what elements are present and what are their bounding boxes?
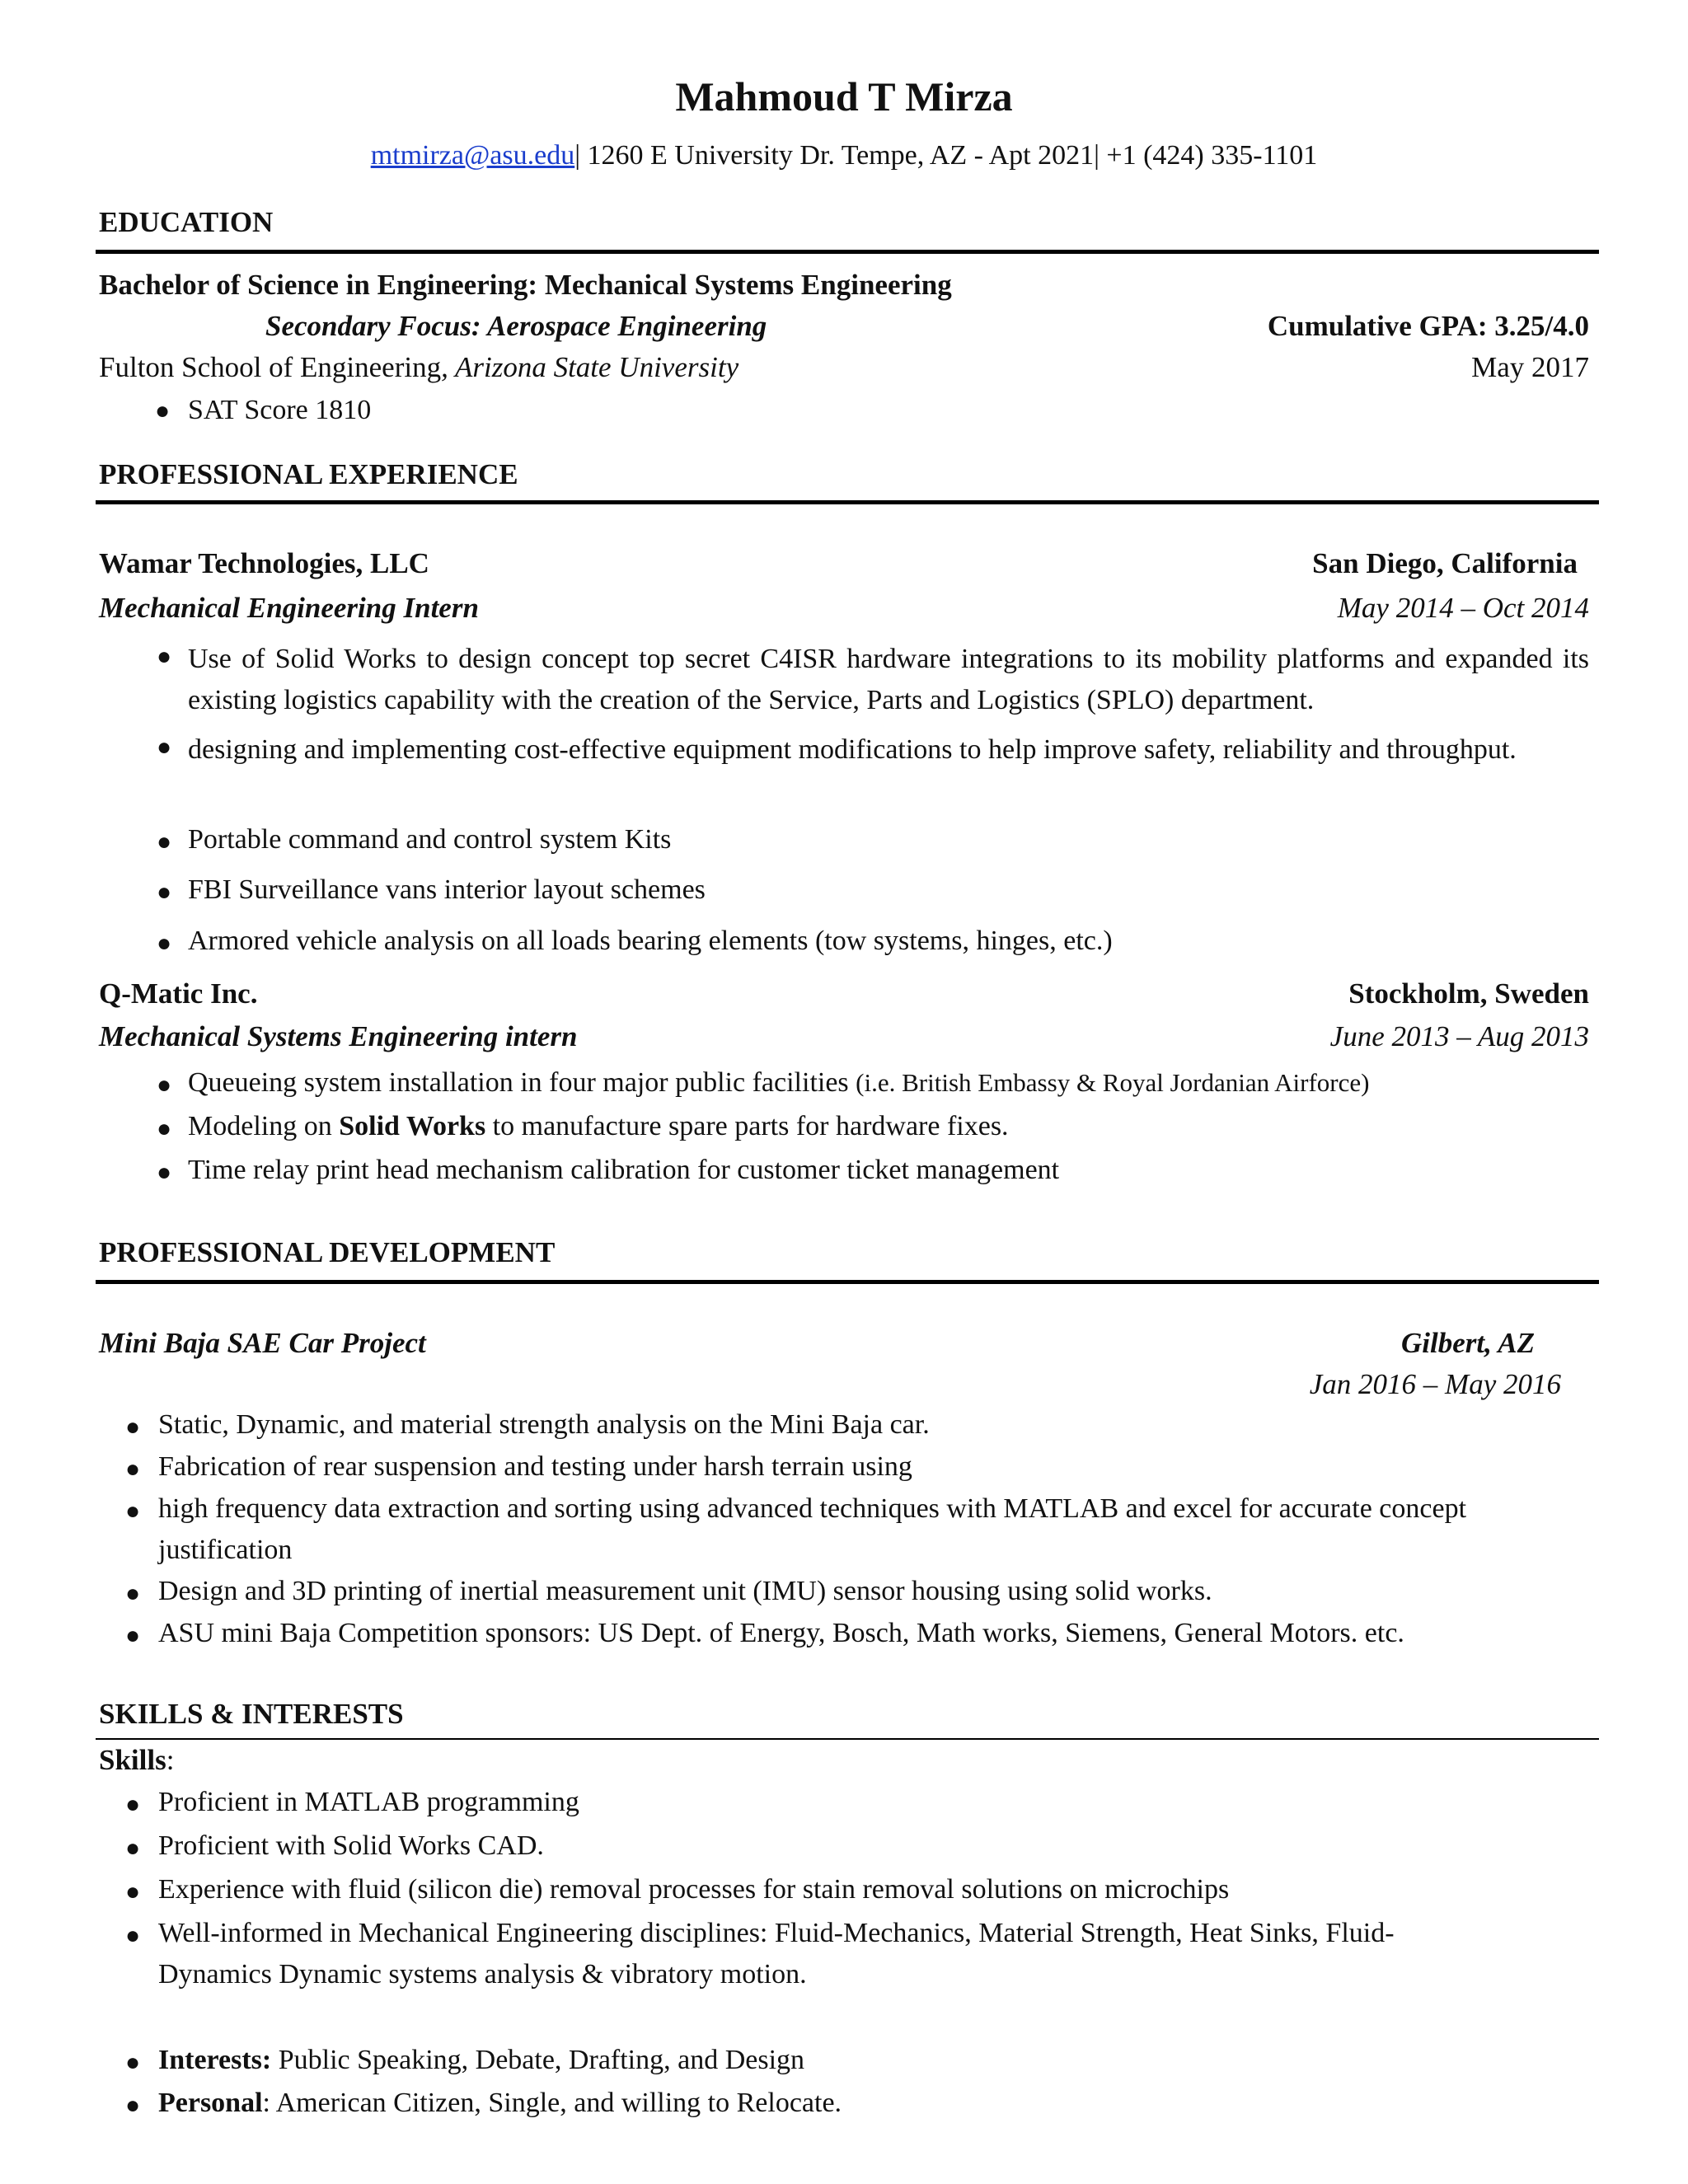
personal-line [158, 2088, 842, 2119]
job-title: Mechanical Engineering Intern [99, 592, 479, 624]
project-bullet-continued: justification [158, 1535, 293, 1565]
job-bullet: Portable command and control system Kits [188, 824, 672, 855]
skill-item: Experience with fluid (silicon die) removal processes for stain removal solutions on microchips [158, 1874, 1230, 1905]
job-bullet [188, 1067, 1369, 1099]
bullet-icon: ● [155, 397, 171, 424]
job-bullet: Use of Solid Works to design concept top secret C4ISR hardware integrations to its mobility platforms and expanded its existing logistics capability with the creation of the Service, Parts and Logistics (SPLO) department. [188, 644, 1589, 715]
bullet-icon: ● [125, 1580, 141, 1607]
degree-title: Bachelor of Science in Engineering: Mechanical Systems Engineering [99, 269, 952, 301]
university-name: , Arizona State University [441, 351, 739, 383]
job-bullet: FBI Surveillance vans interior layout schemes [188, 874, 706, 905]
job-bullet-text: to manufacture spare parts for hardware fixes. [485, 1111, 1009, 1141]
job-location: Stockholm, Sweden [1348, 977, 1589, 1010]
job-company: Q-Matic Inc. [99, 977, 258, 1010]
project-bullet: Design and 3D printing of inertial measurement unit (IMU) sensor housing using solid works. [158, 1576, 1212, 1606]
job-company: Wamar Technologies, LLC [99, 547, 429, 579]
job-bullet-bold: Solid Works [339, 1111, 486, 1141]
project-location: Gilbert, AZ [1400, 1327, 1535, 1359]
project-dates: Jan 2016 – May 2016 [1309, 1368, 1561, 1400]
secondary-focus: Secondary Focus: Aerospace Engineering [265, 310, 767, 342]
job-dates: May 2014 – Oct 2014 [1337, 592, 1589, 624]
skills-heading: SKILLS & INTERESTS [99, 1698, 404, 1730]
experience-heading: PROFESSIONAL EXPERIENCE [99, 458, 518, 490]
bullet-icon: ● [125, 1455, 141, 1483]
bullet-icon: ● [125, 2049, 141, 2076]
project-bullet: Fabrication of rear suspension and testing under harsh terrain using [158, 1451, 912, 1482]
skills-label-line [99, 1744, 174, 1777]
experience-rule [96, 500, 1599, 504]
school-name: Fulton School of Engineering [99, 351, 442, 383]
education-bullet: SAT Score 1810 [188, 395, 372, 425]
job-bullet: Time relay print head mechanism calibration for customer ticket management [188, 1155, 1060, 1185]
bullet-icon: ● [125, 1497, 141, 1525]
job-bullet-text: Queueing system installation in four major public facilities [188, 1067, 856, 1098]
skills-label: Skills [99, 1744, 166, 1776]
contact-line [0, 140, 1688, 171]
project-bullet: ASU mini Baja Competition sponsors: US Dept. of Energy, Bosch, Math works, Siemens, General Motors. etc. [158, 1618, 1404, 1648]
bullet-icon: ● [125, 1413, 141, 1441]
gpa: Cumulative GPA: 3.25/4.0 [1267, 310, 1589, 342]
email-link[interactable]: mtmirza@asu.edu [370, 140, 575, 171]
bullet-icon: ● [157, 733, 172, 761]
bullet-icon: ● [125, 1622, 141, 1649]
bullet-icon: ● [125, 1922, 141, 1949]
personal-text: : American Citizen, Single, and willing to Relocate. [262, 2088, 842, 2118]
bullet-icon: ● [125, 1878, 141, 1905]
skills-rule [96, 1738, 1599, 1740]
job-bullet: designing and implementing cost-effective equipment modifications to help improve safety, reliability and throughput. [188, 734, 1517, 765]
job-bullet [188, 1111, 1009, 1142]
bullet-icon: ● [157, 930, 172, 957]
skill-item: Proficient in MATLAB programming [158, 1787, 579, 1817]
job-bullet: Armored vehicle analysis on all loads bearing elements (tow systems, hinges, etc.) [188, 926, 1113, 956]
job-location: San Diego, California [1312, 547, 1578, 579]
skill-item: Well-informed in Mechanical Engineering disciplines: Fluid-Mechanics, Material Strength, Heat Sinks, Fluid- [158, 1918, 1395, 1948]
bullet-icon: ● [157, 1159, 172, 1186]
bullet-icon: ● [157, 643, 172, 670]
bullet-icon: ● [157, 1071, 172, 1099]
interests-text: Public Speaking, Debate, Drafting, and Design [271, 2045, 805, 2075]
school-line [99, 351, 738, 384]
development-heading: PROFESSIONAL DEVELOPMENT [99, 1236, 556, 1268]
interests-label: Interests: [158, 2045, 272, 2075]
bullet-icon: ● [125, 1791, 141, 1818]
job-title: Mechanical Systems Engineering intern [99, 1020, 578, 1052]
skill-item-continued: Dynamics Dynamic systems analysis & vibratory motion. [158, 1959, 807, 1990]
job-bullet-note: (i.e. British Embassy & Royal Jordanian Airforce) [856, 1068, 1370, 1097]
resume-name: Mahmoud T Mirza [675, 73, 1013, 120]
bullet-icon: ● [125, 1835, 141, 1862]
skills-colon: : [166, 1744, 175, 1776]
personal-label: Personal [158, 2088, 263, 2118]
project-bullet: high frequency data extraction and sorting using advanced techniques with MATLAB and excel for accurate concept [158, 1493, 1467, 1524]
bullet-icon: ● [157, 828, 172, 855]
education-rule [96, 250, 1599, 254]
job-bullet-text: Modeling on [188, 1111, 340, 1141]
graduation-date: May 2017 [1471, 351, 1589, 383]
project-bullet: Static, Dynamic, and material strength analysis on the Mini Baja car. [158, 1409, 930, 1440]
education-heading: EDUCATION [99, 206, 274, 238]
job-dates: June 2013 – Aug 2013 [1329, 1020, 1589, 1052]
interests-line [158, 2045, 804, 2076]
development-rule [96, 1280, 1599, 1284]
skill-item: Proficient with Solid Works CAD. [158, 1830, 544, 1861]
bullet-icon: ● [125, 2092, 141, 2119]
bullet-icon: ● [157, 879, 172, 906]
bullet-icon: ● [157, 1115, 172, 1142]
project-title: Mini Baja SAE Car Project [99, 1327, 426, 1359]
contact-details: | 1260 E University Dr. Tempe, AZ - Apt 2021| +1 (424) 335-1101 [574, 140, 1318, 171]
